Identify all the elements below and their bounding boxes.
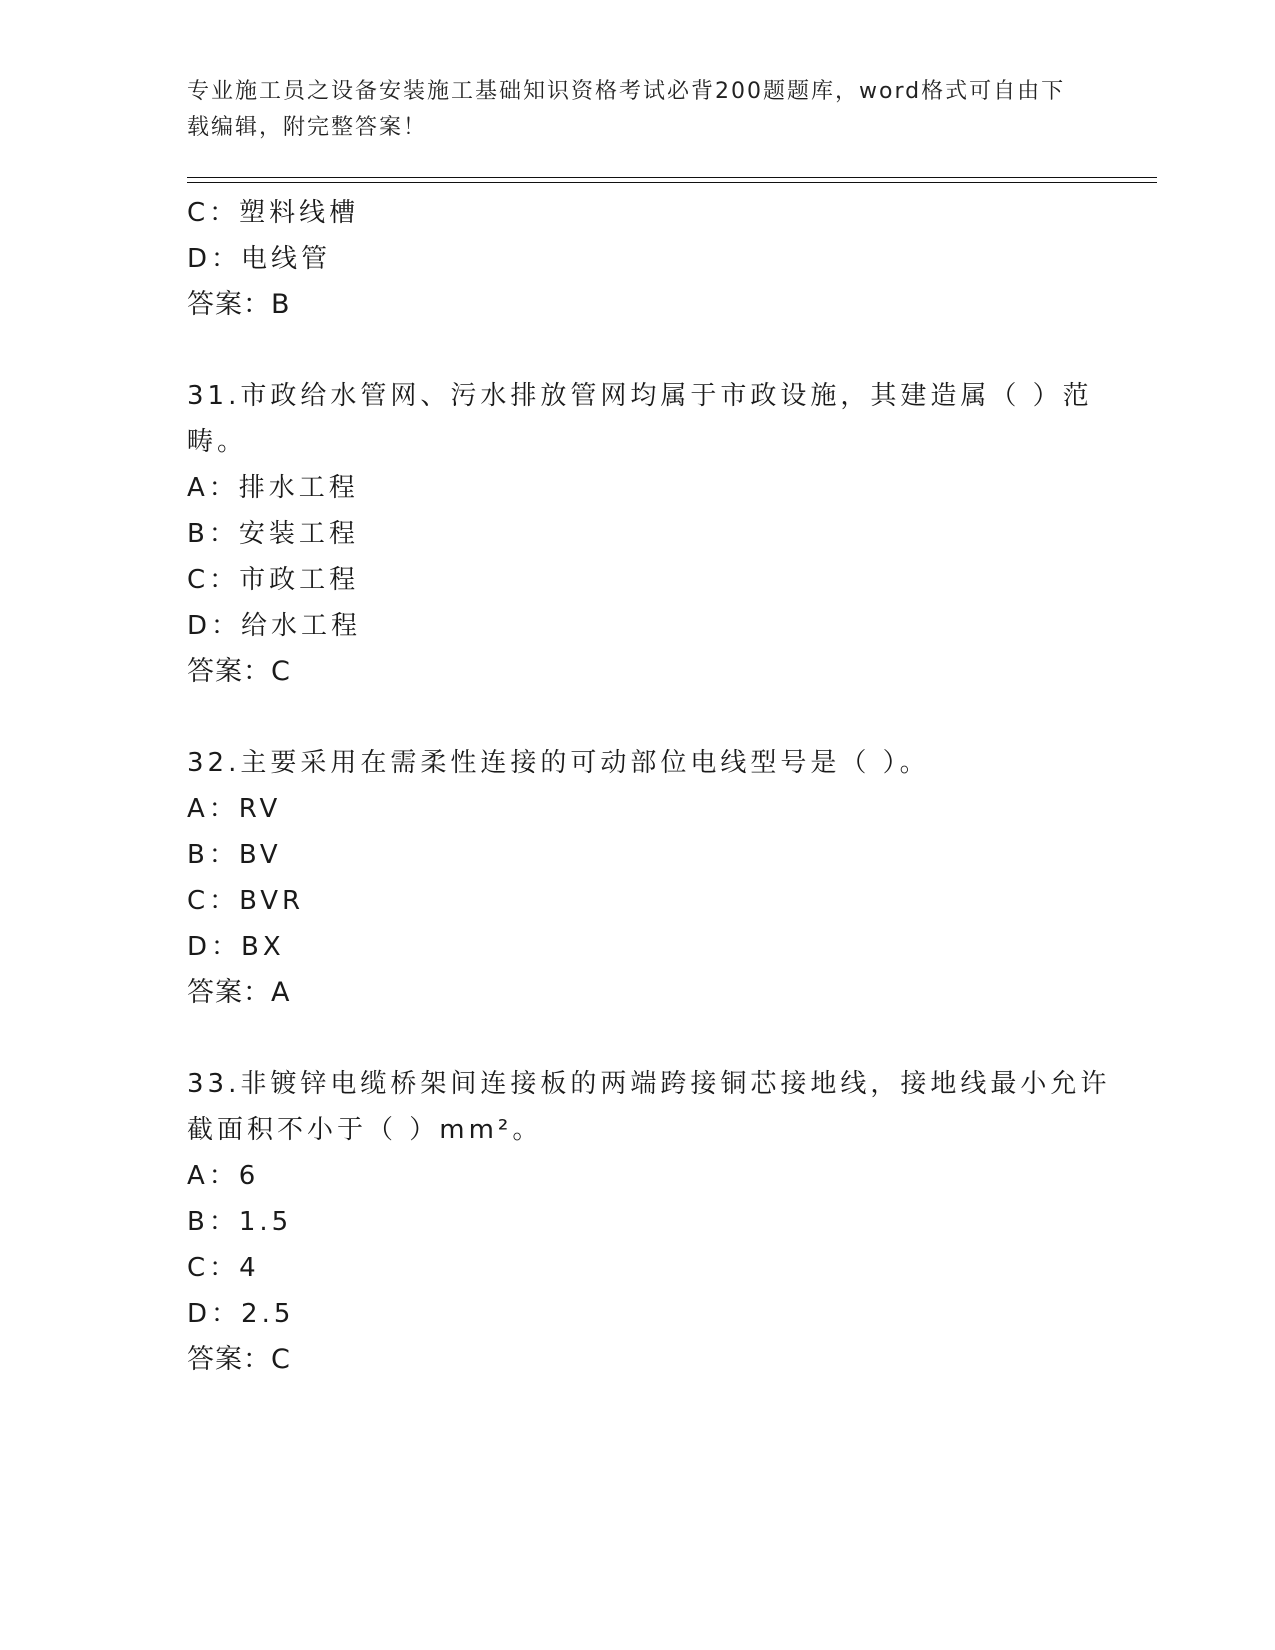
option-text: 塑料线槽 — [239, 198, 360, 228]
option-label: C： — [187, 1253, 240, 1283]
option-d — [187, 1291, 1087, 1337]
option-c — [187, 190, 1087, 236]
option-label: D： — [187, 611, 242, 641]
option-c — [187, 557, 1087, 603]
option-text: 1.5 — [238, 1207, 293, 1237]
header-rule-top — [187, 177, 1157, 178]
option-a — [187, 1153, 1087, 1199]
option-text: BX — [241, 932, 285, 962]
option-text: 2.5 — [241, 1299, 295, 1329]
option-b — [187, 832, 1087, 878]
question-32 — [187, 740, 1087, 1016]
question-stem-continued: 截面积不小于（ ）mm²。 — [187, 1115, 543, 1145]
option-label: D： — [187, 932, 242, 962]
question-stem: 33.非镀锌电缆桥架间连接板的两端跨接铜芯接地线，接地线最小允许 — [187, 1069, 1111, 1099]
answer-line: 答案：C — [187, 1344, 291, 1375]
option-label: B： — [187, 840, 239, 870]
document-title: 专业施工员之设备安装施工基础知识资格考试必背200题题库，word格式可自由下载编辑，附完整答案！ — [187, 79, 1066, 140]
option-label: B： — [187, 1207, 239, 1237]
question-stem-continued: 畴。 — [187, 427, 248, 457]
option-text: 电线管 — [241, 244, 332, 274]
option-text: 4 — [239, 1253, 260, 1283]
option-c — [187, 1245, 1087, 1291]
option-text: 市政工程 — [239, 565, 360, 595]
option-d — [187, 603, 1087, 649]
option-label: D： — [187, 244, 242, 274]
option-text: 6 — [238, 1161, 260, 1191]
option-b — [187, 1199, 1087, 1245]
header-rule-bottom — [187, 182, 1157, 183]
prev-question-block — [187, 190, 1087, 328]
option-label: D： — [187, 1299, 242, 1329]
option-text: 安装工程 — [238, 519, 359, 549]
option-text: 给水工程 — [241, 611, 362, 641]
question-list — [187, 190, 1111, 1383]
option-text: BV — [238, 840, 282, 870]
option-d — [187, 924, 1087, 970]
question-stem: 31.市政给水管网、污水排放管网均属于市政设施，其建造属（ ）范 — [187, 381, 1093, 411]
answer-line: 答案：A — [187, 977, 291, 1008]
option-label: C： — [187, 886, 240, 916]
option-label: A： — [187, 473, 239, 503]
answer-line: 答案：C — [187, 656, 291, 687]
question-33 — [187, 1061, 1111, 1383]
option-label: C： — [187, 198, 240, 228]
option-text: RV — [238, 794, 282, 824]
question-stem: 32.主要采用在需柔性连接的可动部位电线型号是（ ）。 — [187, 748, 930, 778]
option-label: B： — [187, 519, 239, 549]
option-b — [187, 511, 1087, 557]
question-31 — [187, 373, 1093, 695]
option-d — [187, 236, 1087, 282]
option-a — [187, 786, 1087, 832]
document-header — [187, 74, 1077, 146]
answer-line: 答案：B — [187, 289, 291, 320]
option-label: A： — [187, 794, 239, 824]
option-label: C： — [187, 565, 240, 595]
option-text: 排水工程 — [238, 473, 359, 503]
option-label: A： — [187, 1161, 239, 1191]
option-c — [187, 878, 1087, 924]
option-text: BVR — [239, 886, 305, 916]
option-a — [187, 465, 1087, 511]
